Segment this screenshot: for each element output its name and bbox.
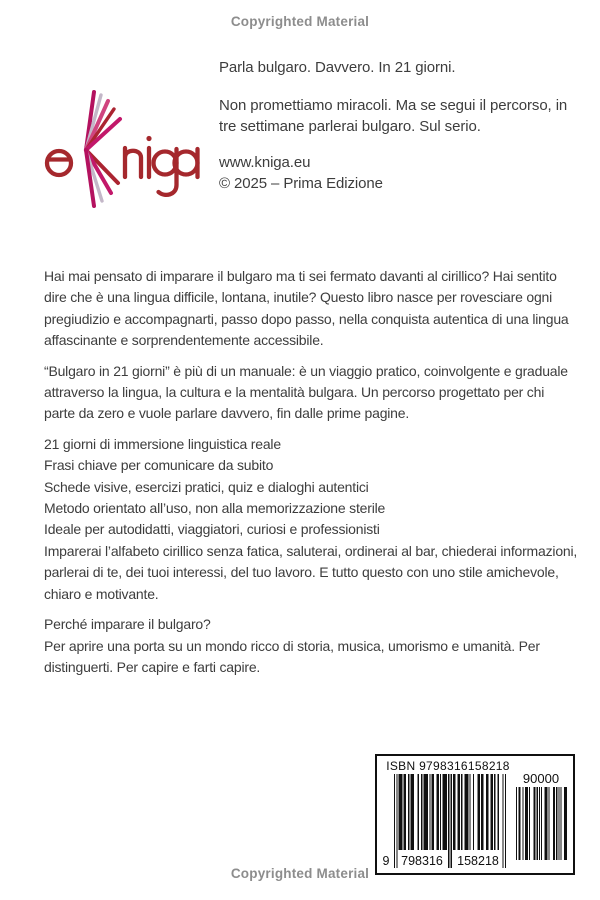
tagline: Parla bulgaro. Davvero. In 21 giorni.	[219, 59, 456, 76]
feature-item: Schede visive, esercizi pratici, quiz e dialoghi autentici	[44, 478, 369, 495]
copyright-watermark-top: Copyrighted Material	[230, 14, 370, 29]
addon-price-code: 90000	[522, 771, 560, 786]
logo-fan-icon	[86, 92, 120, 206]
logo-wordmark	[47, 136, 198, 195]
feature-list	[44, 434, 578, 541]
barcode-digit-lead: 9	[382, 854, 390, 868]
copyright-watermark-bottom: Copyrighted Material	[230, 866, 370, 881]
back-cover-text	[44, 266, 578, 687]
why-heading: Perché imparare il bulgaro?	[44, 616, 211, 633]
intro-paragraph: Hai mai pensato di imparare il bulgaro ma ti sei fermato davanti al cirillico? Hai sentito dire che è una lingua difficile, lontana, inutile? Questo libro nasce per rovesciare ogni pregiudizio e accompagnarti, passo dopo passo, nella conquista autentica di una lingua affascinante e sorprendentemente accessibile.	[44, 268, 569, 349]
feature-item: Frasi chiave per comunicare da subito	[44, 457, 274, 474]
promise-text: Non promettiamo miracoli. Ma se segui il percorso, in tre settimane parlerai bulgaro. Sul serio.	[219, 97, 568, 135]
why-paragraph: Per aprire una porta su un mondo ricco di storia, musica, umorismo e umanità. Per distinguerti. Per capire e farti capire.	[44, 637, 540, 675]
logo-graphic	[44, 86, 204, 213]
edition-line: © 2025 – Prima Edizione	[219, 175, 383, 192]
brand-logo	[44, 86, 204, 213]
barcode-digit-group2: 158218	[457, 854, 499, 868]
outcomes-paragraph: Imparerai l’alfabeto cirillico senza fatica, saluterai, ordinerai al bar, chiederai informazioni, parlerai di te, dei tuoi interessi, del tuo lavoro. E tutto questo con uno stile amichevole, chiaro e motivante.	[44, 542, 578, 602]
barcode-digit-group1: 798316	[401, 854, 443, 868]
logo-letter-n	[125, 148, 141, 177]
feature-item: Metodo orientato all’uso, non alla memorizzazione sterile	[44, 500, 386, 517]
isbn-label: ISBN 9798316158218	[386, 759, 510, 773]
feature-item: Ideale per autodidatti, viaggiatori, curiosi e professionisti	[44, 521, 380, 538]
description-paragraph: “Bulgaro in 21 giorni” è più di un manuale: è un viaggio pratico, coinvolgente e graduale attraverso la lingua, la cultura e la mentalità bulgara. Un percorso progettato per chi parte da zero e vuole parlare davvero, fin dalle prime pagine.	[44, 362, 568, 422]
barcode-addon	[515, 772, 567, 860]
feature-item: 21 giorni di immersione linguistica reale	[44, 435, 281, 452]
logo-letter-i-dot	[146, 136, 151, 141]
website-url: www.kniga.eu	[219, 154, 311, 171]
ean5-bars	[515, 787, 567, 860]
logo-letter-e	[47, 151, 71, 175]
header-block	[219, 57, 579, 194]
isbn-barcode	[375, 754, 575, 875]
